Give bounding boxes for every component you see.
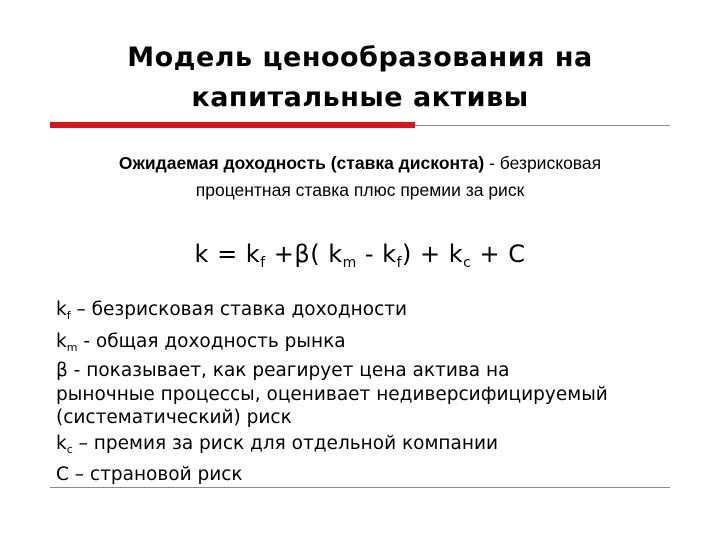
glossary-item-country-risk: С – страновой риск [56, 464, 243, 485]
bottom-divider [50, 487, 670, 488]
definition-line2: процентная ставка плюс премии за риск [195, 180, 525, 200]
capm-formula [40, 236, 680, 281]
definition-rest: - безрисковая [484, 153, 602, 173]
formula-sub-f1: f [260, 255, 266, 271]
formula-plus-c: + C [471, 240, 526, 268]
glossary-item-beta-line3: (систематический) риск [56, 407, 292, 428]
definition-text [40, 150, 680, 204]
formula-minus-k: - k [356, 240, 397, 268]
glossary-kc-text: – премия за риск для отдельной компании [72, 432, 499, 454]
glossary-item-kc [56, 432, 696, 462]
slide-title-line1: Модель ценообразования на [127, 42, 593, 73]
glossary-km-sub: m [66, 340, 78, 354]
formula-k: k [194, 240, 209, 268]
slide-title [60, 38, 660, 118]
formula-plus-beta: +β( k [265, 240, 343, 268]
formula-sub-f2: f [396, 255, 402, 271]
glossary-item-beta-line2: рыночные процессы, оценивает недиверсифицируемый [56, 383, 608, 405]
definition-term: Ожидаемая доходность (ставка дисконта) [118, 153, 485, 173]
slide-title-line2: капитальные активы [191, 82, 529, 113]
glossary-item-kf [56, 298, 696, 328]
formula-eq-kf: = k [208, 240, 261, 268]
glossary-kc-base: k [56, 432, 67, 454]
glossary-km-base: k [56, 330, 67, 352]
glossary-kf-base: k [56, 299, 67, 320]
formula-sub-m: m [342, 255, 357, 271]
title-accent-bar [50, 122, 415, 128]
glossary-kc-sub: c [66, 442, 73, 456]
glossary-item-beta-line1: β - показывает, как реагирует цена актива на [56, 360, 510, 381]
formula-sub-c: c [463, 255, 472, 271]
glossary-item-km [56, 330, 696, 360]
definition-line1 [40, 150, 680, 177]
glossary [56, 298, 696, 487]
glossary-km-text: - общая доходность рынка [77, 330, 346, 352]
formula-close-plus-k: ) + k [402, 240, 464, 268]
glossary-kf-text: – безрисковая ставка доходности [70, 299, 408, 320]
glossary-kf-sub: f [66, 309, 71, 322]
